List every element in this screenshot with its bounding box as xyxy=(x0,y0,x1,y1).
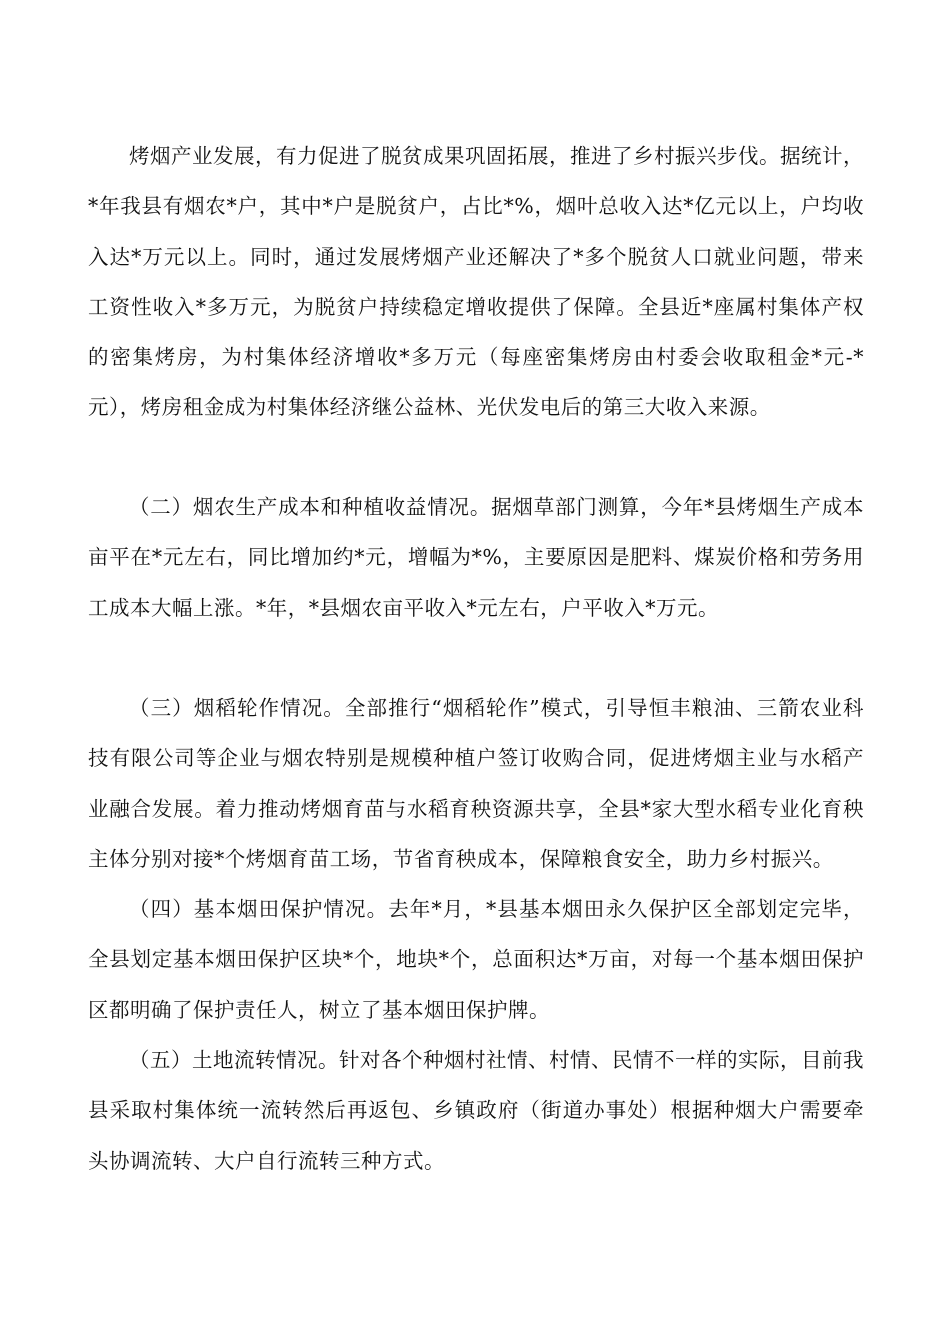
paragraph-land-transfer: （五）土地流转情况。针对各个种烟村社情、村情、民情不一样的实际，目前我县采取村集体统一流转然后再返包、乡镇政府（街道办事处）根据种烟大户需要牵头协调流转、大户自行流转三种方式。 xyxy=(88,1048,864,1173)
paragraph-basic-field-protection: （四）基本烟田保护情况。去年*月，*县基本烟田永久保护区全部划定完毕，全县划定基本烟田保护区块*个，地块*个，总面积达*万亩，对每一个基本烟田保护区都明确了保护责任人，树立了基本烟田保护牌。 xyxy=(88,897,864,1022)
paragraph-tobacco-industry: 烤烟产业发展，有力促进了脱贫成果巩固拓展，推进了乡村振兴步伐。据统计，*年我县有烟农*户，其中*户是脱贫户，占比*%，烟叶总收入达*亿元以上，户均收入达*万元以上。同时，通过发展烤烟产业还解决了*多个脱贫人口就业问题，带来工资性收入*多万元，为脱贫户持续稳定增收提供了保障。全县近*座属村集体产权的密集烤房，为村集体经济增收*多万元（每座密集烤房由村委会收取租金*元-*元），烤房租金成为村集体经济继公益林、光伏发电后的第三大收入来源。 xyxy=(88,144,864,420)
paragraph-production-cost: （二）烟农生产成本和种植收益情况。据烟草部门测算，今年*县烤烟生产成本亩平在*元左右，同比增加约*元，增幅为*%，主要原因是肥料、煤炭价格和劳务用工成本大幅上涨。*年，*县烟农亩平收入*元左右，户平收入*万元。 xyxy=(88,495,864,620)
paragraph-tobacco-rice-rotation: （三）烟稻轮作情况。全部推行“烟稻轮作”模式，引导恒丰粮油、三箭农业科技有限公司等企业与烟农特别是规模种植户签订收购合同，促进烤烟主业与水稻产业融合发展。着力推动烤烟育苗与水稻育秧资源共享，全县*家大型水稻专业化育秧主体分别对接*个烤烟育苗工场，节省育秧成本，保障粮食安全，助力乡村振兴。 xyxy=(88,696,864,871)
